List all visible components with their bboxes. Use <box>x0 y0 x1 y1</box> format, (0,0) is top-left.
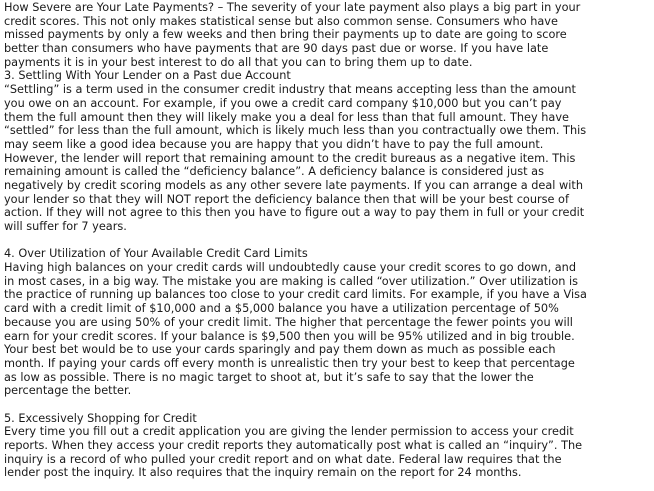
paragraph-line: reports. When they access your credit reports they automatically post what is called an “inquiry”. The <box>4 439 583 452</box>
section-excessive-shopping <box>4 412 654 480</box>
paragraph-line: Every time you fill out a credit application you are giving the lender permission to access your credit <box>4 425 574 439</box>
paragraph-line: card with a credit limit of $10,000 and a $5,000 balance you have a utilization percentage of 50% <box>4 302 559 316</box>
section-heading: 3. Settling With Your Lender on a Past due Account <box>4 69 291 83</box>
paragraph-line: as low as possible. There is no magic target to shoot at, but it’s safe to say that the lower the <box>4 370 534 384</box>
section-heading: 4. Over Utilization of Your Available Credit Card Limits <box>4 247 308 261</box>
paragraph-line: because you are using 50% of your credit limit. The higher that percentage the fewer points you will <box>4 315 573 329</box>
paragraph-line: your lender so that they will NOT report the deficiency balance then that will be your best course of <box>4 192 569 206</box>
paragraph-line: in most cases, in a big way. The mistake you are making is called “over utilization.” Over utilization is <box>4 274 579 288</box>
paragraph-line: Your best bet would be to use your cards sparingly and pay them down as much as possible each <box>4 343 556 357</box>
paragraph-line: credit scores. This not only makes statistical sense but also common sense. Consumers who have <box>4 14 558 28</box>
paragraph-line: negatively by credit scoring models as any other severe late payments. If you can arrange a deal with <box>4 178 583 192</box>
paragraph-line: them the full amount then they will likely make you a deal for less than that full amount. They have <box>4 110 569 124</box>
paragraph-gap <box>4 234 654 248</box>
section-settling <box>4 69 654 233</box>
paragraph-gap <box>4 398 654 412</box>
paragraph-line: percentage the better. <box>4 384 132 398</box>
paragraph-line: missed payments by only a few weeks and then bring their payments up to date are going to score <box>4 28 567 42</box>
paragraph-line: earn for your credit scores. If your balance is $9,500 then you will be 95% utilized and in big trouble. <box>4 329 575 343</box>
paragraph-line: month. If paying your cards off every month is unrealistic then try your best to keep that percentage <box>4 356 575 370</box>
section-heading: 5. Excessively Shopping for Credit <box>4 411 197 425</box>
paragraph-line: However, the lender will report that remaining amount to the credit bureaus as a negative item. This <box>4 151 576 165</box>
paragraph-line: the practice of running up balances too close to your credit card limits. For example, if you have a Visa <box>4 288 587 302</box>
paragraph-line: action. If they will not agree to this then you have to figure out a way to pay them in full or your credit <box>4 206 585 220</box>
paragraph-line: lender post the inquiry. It also requires that the inquiry remain on the report for 24 months. <box>4 466 522 480</box>
paragraph-line: payments it is in your best interest to do all that you can to bring them up to date. <box>4 55 473 69</box>
paragraph-line: better than consumers who have payments that are 90 days past due or worse. If you have late <box>4 42 549 56</box>
paragraph-line: inquiry is a record of who pulled your credit report and on what date. Federal law requires that the <box>4 452 562 466</box>
paragraph-line: How Severe are Your Late Payments? – The severity of your late payment also plays a big part in your <box>4 1 581 14</box>
paragraph-line: will suffer for 7 years. <box>4 220 127 233</box>
paragraph-line: may seem like a good idea because you are happy that you didn’t have to pay the full amount. <box>4 137 544 151</box>
paragraph-line: “Settling” is a term used in the consumer credit industry that means accepting less than the amount <box>4 83 576 97</box>
paragraph-line: remaining amount is called the “deficiency balance”. A deficiency balance is considered just as <box>4 165 544 179</box>
paragraph-line: “settled” for less than the full amount, which is likely much less than you contractually owe them. This <box>4 124 587 138</box>
paragraph-line: Having high balances on your credit cards will undoubtedly cause your credit scores to go down, and <box>4 261 577 275</box>
section-over-utilization <box>4 247 654 398</box>
paragraph-line: you owe on an account. For example, if you owe a credit card company $10,000 but you can’t pay <box>4 96 562 110</box>
section-late-payments <box>4 1 654 69</box>
